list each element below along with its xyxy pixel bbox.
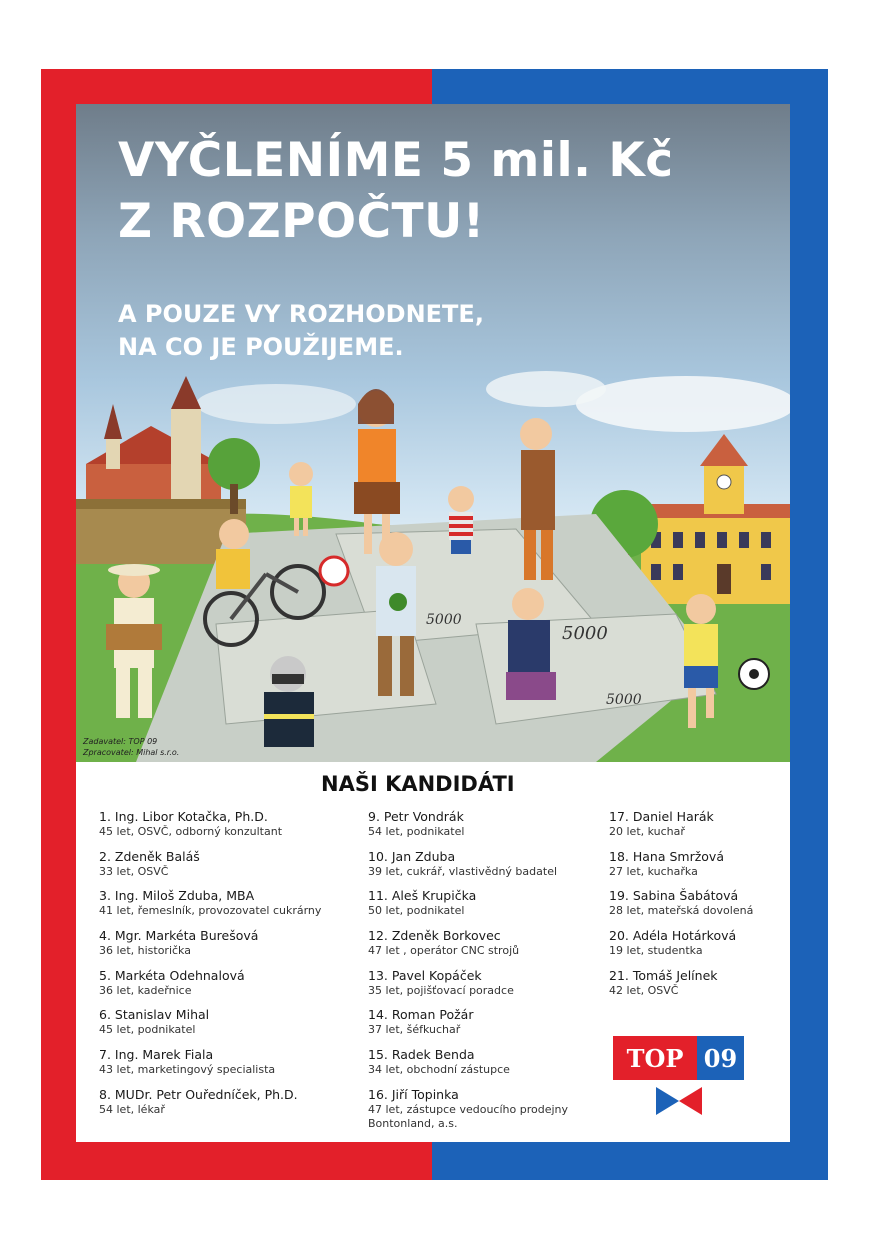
candidate-name: 18. Hana Smržová <box>609 848 724 864</box>
candidate-name: 13. Pavel Kopáček <box>368 967 482 983</box>
candidate-item <box>609 887 789 927</box>
headline <box>118 130 674 252</box>
credit-producer: Zpracovatel: Mihal s.r.o. <box>83 748 180 757</box>
candidate-name: 3. Ing. Miloš Zduba, MBA <box>99 888 255 904</box>
candidate-item <box>368 1006 628 1046</box>
candidate-name: 4. Mgr. Markéta Burešová <box>99 928 259 944</box>
candidate-item <box>368 808 628 848</box>
banknote-label-2: 5000 <box>426 612 462 628</box>
subheadline-line-2: NA CO JE POUŽIJEME. <box>118 333 404 361</box>
candidate-description: 43 let, marketingový specialista <box>99 1063 276 1077</box>
candidate-item <box>609 967 789 1007</box>
candidate-name: 5. Markéta Odehnalová <box>99 967 245 983</box>
candidate-item <box>99 927 389 967</box>
ball-icon <box>320 557 348 585</box>
candidate-name: 14. Roman Požár <box>368 1007 474 1023</box>
candidate-item <box>99 887 389 927</box>
candidate-description: 19 let, studentka <box>609 944 703 958</box>
candidate-description: 27 let, kuchařka <box>609 864 698 878</box>
candidate-item <box>99 848 389 888</box>
candidate-name: 8. MUDr. Petr Ouředníček, Ph.D. <box>99 1086 298 1102</box>
candidate-description: 37 let, šéfkuchař <box>368 1023 461 1037</box>
candidate-item <box>368 1086 628 1130</box>
candidate-item <box>368 887 628 927</box>
candidate-description-continued: Bontonland, a.s. <box>368 1116 458 1130</box>
candidate-item <box>368 1046 628 1086</box>
candidate-description: 35 let, pojišťovací poradce <box>368 983 514 997</box>
subheadline <box>118 298 484 364</box>
candidate-item <box>99 1046 389 1086</box>
candidates-column-3 <box>609 808 789 1006</box>
candidate-name: 16. Jiří Topinka <box>368 1086 459 1102</box>
candidate-item <box>368 848 628 888</box>
candidate-name: 9. Petr Vondrák <box>368 809 464 824</box>
candidate-description: 45 let, podnikatel <box>99 1023 196 1037</box>
candidate-description: 39 let, cukrář, vlastivědný badatel <box>368 864 558 878</box>
headline-line-1: VYČLENÍME 5 mil. Kč <box>118 133 674 188</box>
banknote-label-3: 5000 <box>606 692 642 708</box>
candidates-column-2 <box>368 808 628 1130</box>
candidate-description: 20 let, kuchař <box>609 825 685 838</box>
town-hall-right <box>641 434 790 604</box>
candidate-item <box>99 1086 389 1126</box>
candidate-name: 12. Zdeněk Borkovec <box>368 928 501 944</box>
figure-boy <box>448 486 474 554</box>
candidate-name: 17. Daniel Harák <box>609 809 714 824</box>
candidate-description: 28 let, mateřská dovolená <box>609 904 754 918</box>
candidate-description: 36 let, historička <box>99 944 191 958</box>
banknote-label-1: 5000 <box>562 623 608 644</box>
candidates-title: NAŠI KANDIDÁTI <box>321 772 515 796</box>
candidate-name: 20. Adéla Hotárková <box>609 928 737 944</box>
candidate-name: 19. Sabina Šabátová <box>609 888 739 904</box>
candidate-description: 36 let, kadeřnice <box>99 983 192 997</box>
top09-logo <box>613 1036 744 1080</box>
poster-credits <box>83 736 179 758</box>
candidate-description: 54 let, podnikatel <box>368 825 465 838</box>
candidate-description: 33 let, OSVČ <box>99 864 169 878</box>
candidate-description: 50 let, podnikatel <box>368 904 465 918</box>
candidate-item <box>609 848 789 888</box>
illustration-area <box>76 104 790 762</box>
subheadline-line-1: A POUZE VY ROZHODNETE, <box>118 300 484 328</box>
headline-line-2: Z ROZPOČTU! <box>118 194 485 249</box>
candidate-item <box>368 927 628 967</box>
credit-client: Zadavatel: TOP 09 <box>83 737 158 746</box>
candidate-item <box>99 967 389 1007</box>
candidate-description: 47 let , operátor CNC strojů <box>368 944 520 958</box>
bow-tie-icon <box>656 1087 702 1115</box>
candidate-description: 45 let, OSVČ, odborný konzultant <box>99 825 283 838</box>
candidate-name: 2. Zdeněk Baláš <box>99 848 200 864</box>
candidate-item <box>99 1006 389 1046</box>
candidate-description: 42 let, OSVČ <box>609 983 679 997</box>
candidate-name: 21. Tomáš Jelínek <box>609 967 718 983</box>
logo-top-part: TOP <box>613 1036 697 1080</box>
candidate-item <box>99 808 389 848</box>
candidate-name: 6. Stanislav Mihal <box>99 1007 210 1023</box>
candidate-item <box>609 808 789 848</box>
candidate-description: 34 let, obchodní zástupce <box>368 1063 510 1077</box>
campaign-poster <box>76 104 790 1142</box>
candidate-name: 15. Radek Benda <box>368 1047 475 1063</box>
candidate-name: 11. Aleš Krupička <box>368 888 477 904</box>
candidate-name: 7. Ing. Marek Fiala <box>99 1047 214 1063</box>
candidate-item <box>368 967 628 1007</box>
candidates-column-1 <box>99 808 389 1126</box>
candidate-name: 10. Jan Zduba <box>368 848 456 864</box>
candidate-name: 1. Ing. Libor Kotačka, Ph.D. <box>99 809 268 824</box>
candidate-item <box>609 927 789 967</box>
logo-09-part: 09 <box>697 1036 744 1080</box>
candidate-description: 41 let, řemeslník, provozovatel cukrárny <box>99 904 322 918</box>
candidate-description: 54 let, lékař <box>99 1102 165 1116</box>
candidate-description: 47 let, zástupce vedoucího prodejny <box>368 1102 568 1116</box>
